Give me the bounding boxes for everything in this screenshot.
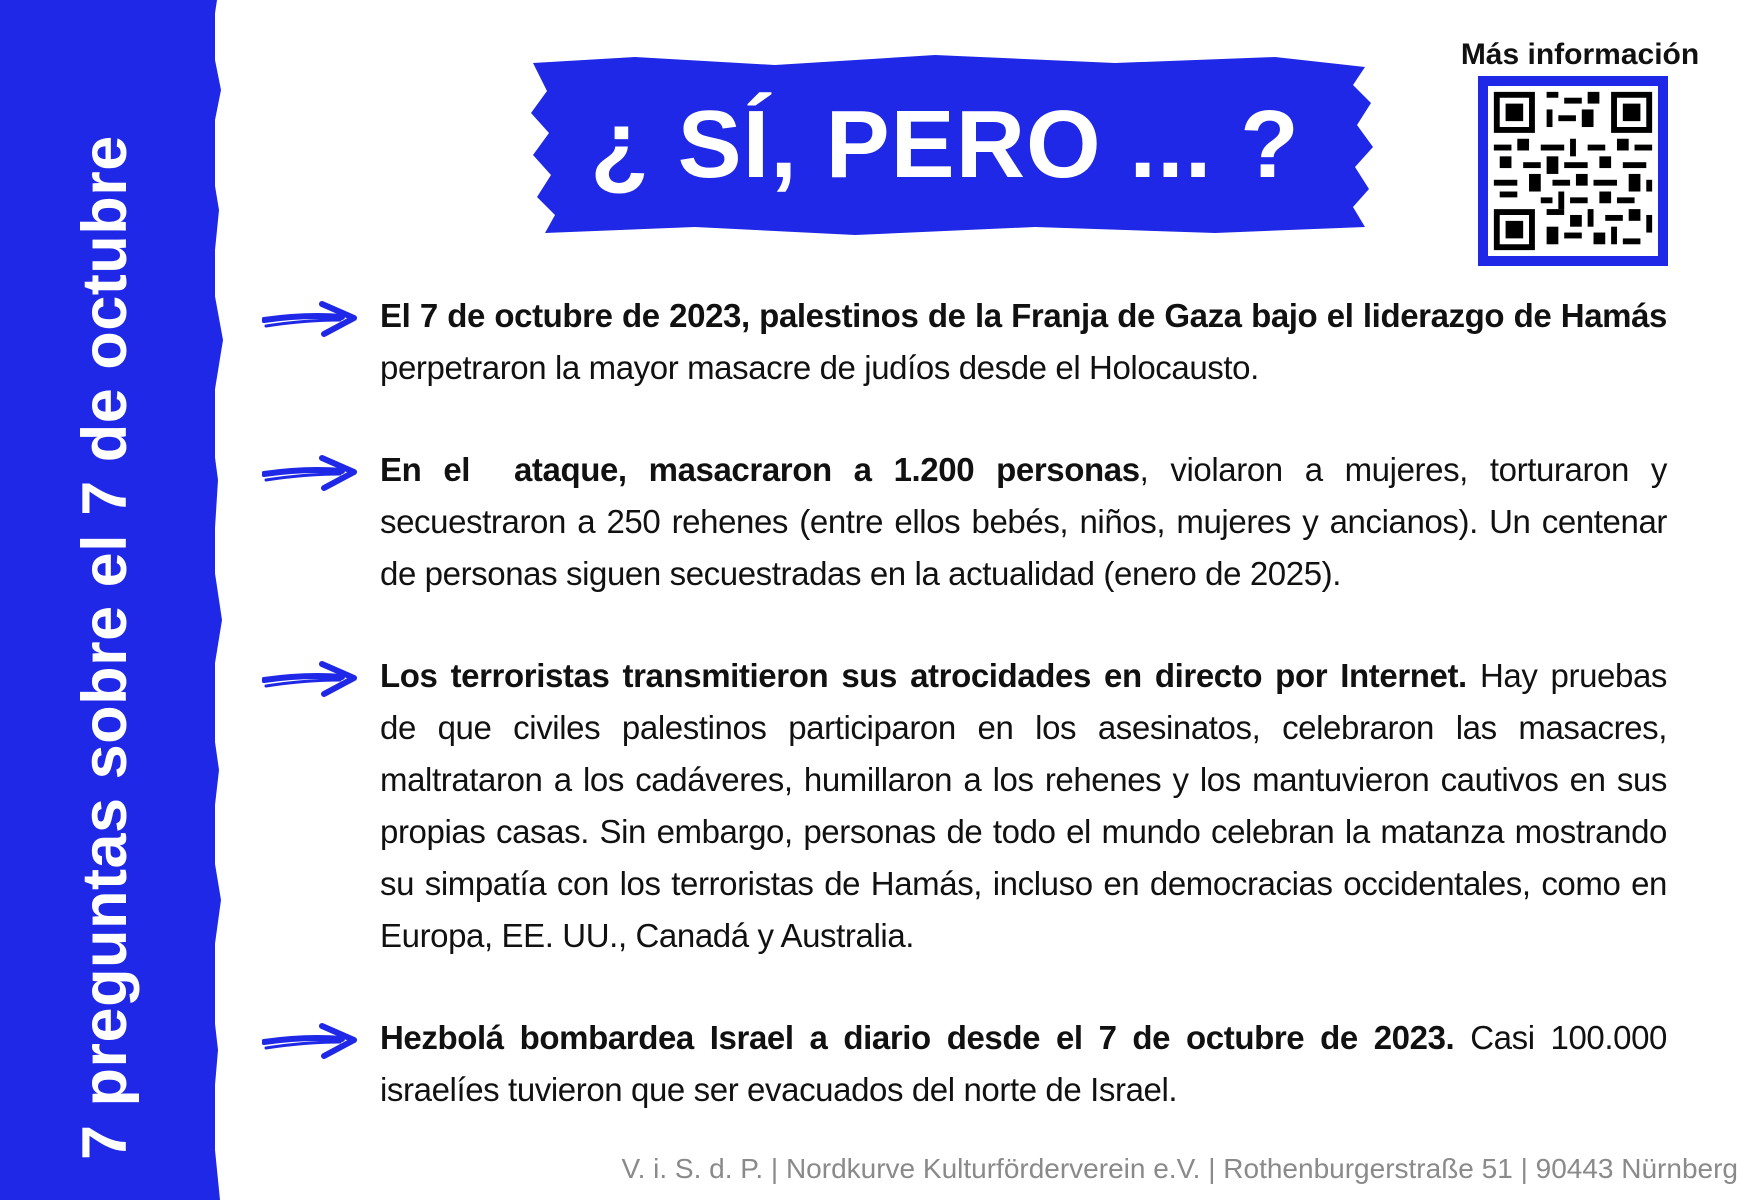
arrow-right-icon [262, 658, 362, 698]
headline-banner [515, 55, 1375, 235]
qr-code-icon [1488, 86, 1658, 256]
arrow-right-icon [262, 1020, 362, 1060]
list-item [262, 444, 1667, 600]
item-text: Hay pruebas de que civiles palestinos participaron en los asesinatos, celebraron las masacres, maltrataron a los cadáveres, humillaron a los rehenes y los mantuvieron cautivos en sus propias casas. Sin embargo, personas de todo el mundo celebran la matanza mostrando su simpatía con los terroristas de Hamás, incluso en democracias occidentales, como en Europa, EE. UU., Canadá y Australia. [380, 657, 1668, 954]
item-bold: El 7 de octubre de 2023, palestinos de la Franja de Gaza bajo el liderazgo de Hamás [380, 297, 1667, 334]
list-item [262, 290, 1667, 394]
arrow-right-icon [262, 452, 362, 492]
arrow-right-icon [262, 298, 362, 338]
list-item [262, 1012, 1667, 1116]
item-text: , violaron a mujeres, torturaron y secuestraron a 250 rehenes (entre ellos bebés, niños, mujeres y ancianos). Un centenar de personas siguen secuestradas en la actualidad (enero de 2025). [380, 451, 1668, 592]
qr-label: Más información [1460, 38, 1700, 71]
brush-edge-decoration [201, 0, 229, 1200]
content [262, 290, 1667, 1166]
item-text: perpetraron la mayor masacre de judíos desde el Holocausto. [380, 349, 1259, 386]
footer-imprint: V. i. S. d. P. | Nordkurve Kulturförderverein e.V. | Rothenburgerstraße 51 | 90443 Nürnberg [621, 1153, 1738, 1184]
item-bold: Hezbolá bombardea Israel a diario desde el 7 de octubre de 2023. [380, 1019, 1455, 1056]
item-bold: Los terroristas transmitieron sus atrocidades en directo por Internet. [380, 657, 1467, 694]
item-bold: En el ataque, masacraron a 1.200 personas [380, 451, 1140, 488]
list-item [262, 650, 1667, 962]
item-text: Casi 100.000 israelíes tuvieron que ser evacuados del norte de Israel. [380, 1019, 1667, 1108]
qr-code[interactable] [1478, 76, 1668, 266]
side-title: 7 preguntas sobre el 7 de octubre [70, 135, 140, 1160]
headline: ¿ SÍ, PERO ... ? [590, 91, 1300, 198]
